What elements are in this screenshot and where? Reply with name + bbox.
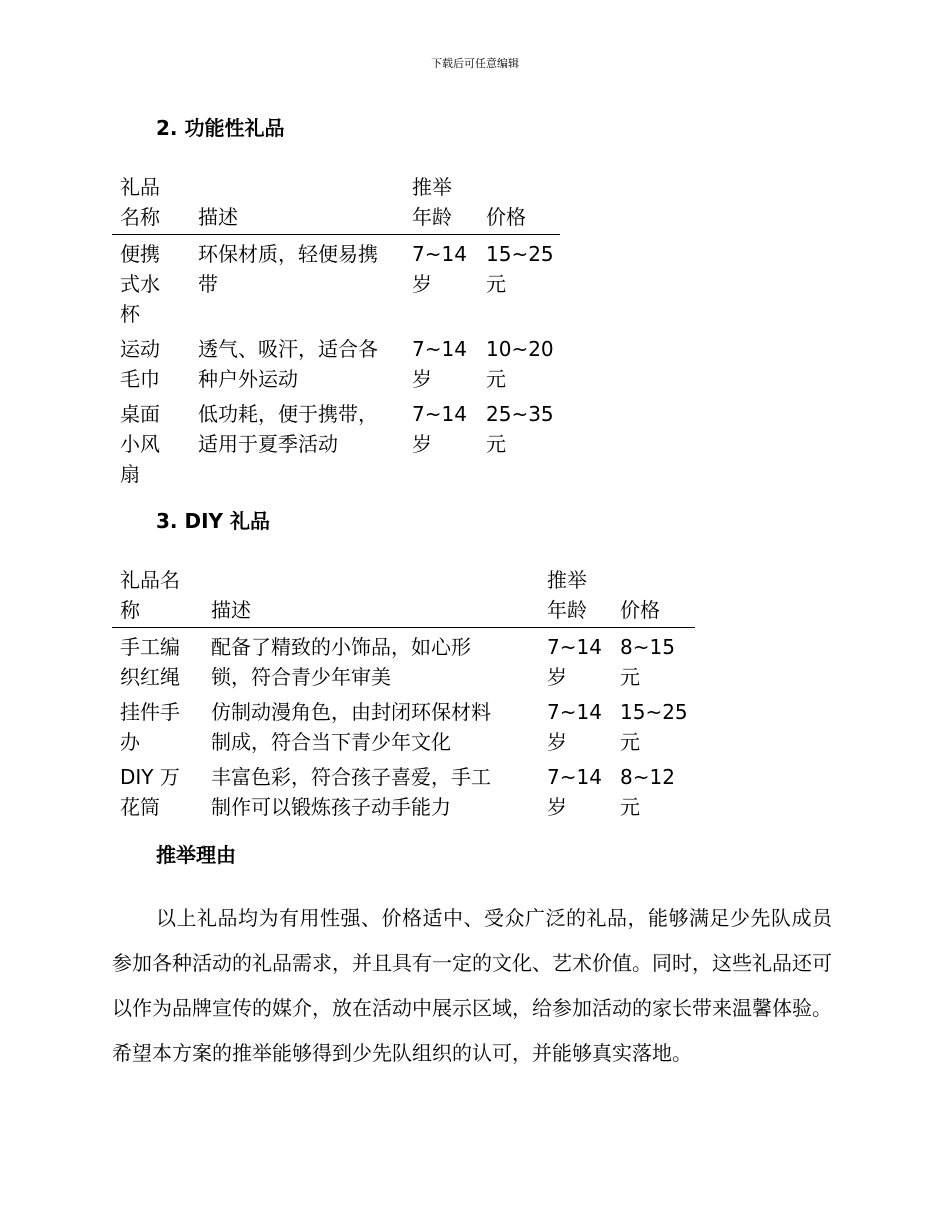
gift-description-cell: 丰富色彩，符合孩子喜爱，手工 制作可以锻炼孩子动手能力 bbox=[211, 765, 491, 819]
gift-price-cell: 25~35 元 bbox=[486, 402, 554, 456]
functional-gifts-table bbox=[112, 172, 560, 494]
column-header-name: 礼品 名称 bbox=[120, 175, 160, 229]
diy-gifts-table bbox=[112, 565, 695, 827]
table-row bbox=[112, 628, 695, 698]
gift-description-cell: 配备了精致的小饰品，如心形 锁，符合青少年审美 bbox=[211, 635, 471, 689]
gift-price-cell: 8~15 元 bbox=[620, 635, 675, 689]
section-heading-reason: 推举理由 bbox=[156, 843, 236, 867]
gift-age-cell: 7~14 岁 bbox=[412, 337, 467, 391]
gift-description-cell: 环保材质，轻便易携 带 bbox=[198, 242, 378, 296]
gift-name-cell: 运动 毛巾 bbox=[120, 337, 160, 391]
gift-name-cell: DIY 万 花筒 bbox=[120, 765, 180, 819]
gift-age-cell: 7~14 岁 bbox=[412, 402, 467, 456]
table-row bbox=[112, 235, 560, 335]
table-row bbox=[112, 762, 695, 827]
gift-name-cell: 挂件手 办 bbox=[120, 700, 180, 754]
gift-price-cell: 10~20 元 bbox=[486, 337, 554, 391]
gift-age-cell: 7~14 岁 bbox=[412, 242, 467, 296]
gift-age-cell: 7~14 岁 bbox=[547, 765, 602, 819]
gift-description-cell: 低功耗，便于携带， 适用于夏季活动 bbox=[198, 402, 378, 456]
gift-age-cell: 7~14 岁 bbox=[547, 700, 602, 754]
column-header-price: 价格 bbox=[620, 598, 660, 622]
table-row bbox=[112, 697, 695, 762]
gift-name-cell: 手工编 织红绳 bbox=[120, 635, 180, 689]
column-header-price: 价格 bbox=[486, 205, 526, 229]
column-header-age: 推举 年龄 bbox=[547, 568, 587, 622]
page-header: 下载后可任意编辑 bbox=[431, 57, 519, 70]
gift-price-cell: 8~12 元 bbox=[620, 765, 675, 819]
table-row bbox=[112, 334, 560, 399]
gift-price-cell: 15~25 元 bbox=[620, 700, 688, 754]
gift-description-cell: 透气、吸汗，适合各 种户外运动 bbox=[198, 337, 378, 391]
table-header-row bbox=[112, 172, 560, 235]
gift-name-cell: 桌面 小风 扇 bbox=[120, 402, 160, 486]
gift-description-cell: 仿制动漫角色，由封闭环保材料 制成，符合当下青少年文化 bbox=[211, 700, 491, 754]
column-header-age: 推举 年龄 bbox=[412, 175, 452, 229]
reason-paragraph: 以上礼品均为有用性强、价格适中、受众广泛的礼品，能够满足少先队成员参加各种活动的礼品需求，并且具有一定的文化、艺术价值。同时，这些礼品还可以作为品牌宣传的媒介，放在活动中展示区域，给参加活动的家长带来温馨体验。希望本方案的推举能够得到少先队组织的认可，并能够真实落地。 bbox=[112, 906, 832, 1065]
gift-price-cell: 15~25 元 bbox=[486, 242, 554, 296]
section-heading-diy-gifts: 3. DIY 礼品 bbox=[156, 509, 270, 533]
gift-name-cell: 便携 式水 杯 bbox=[120, 242, 160, 326]
column-header-name: 礼品名 称 bbox=[120, 568, 180, 622]
column-header-description: 描述 bbox=[211, 598, 251, 622]
column-header-description: 描述 bbox=[198, 205, 238, 229]
table-header-row bbox=[112, 565, 695, 628]
table-row bbox=[112, 399, 560, 494]
section-heading-functional-gifts: 2. 功能性礼品 bbox=[156, 116, 285, 140]
gift-age-cell: 7~14 岁 bbox=[547, 635, 602, 689]
